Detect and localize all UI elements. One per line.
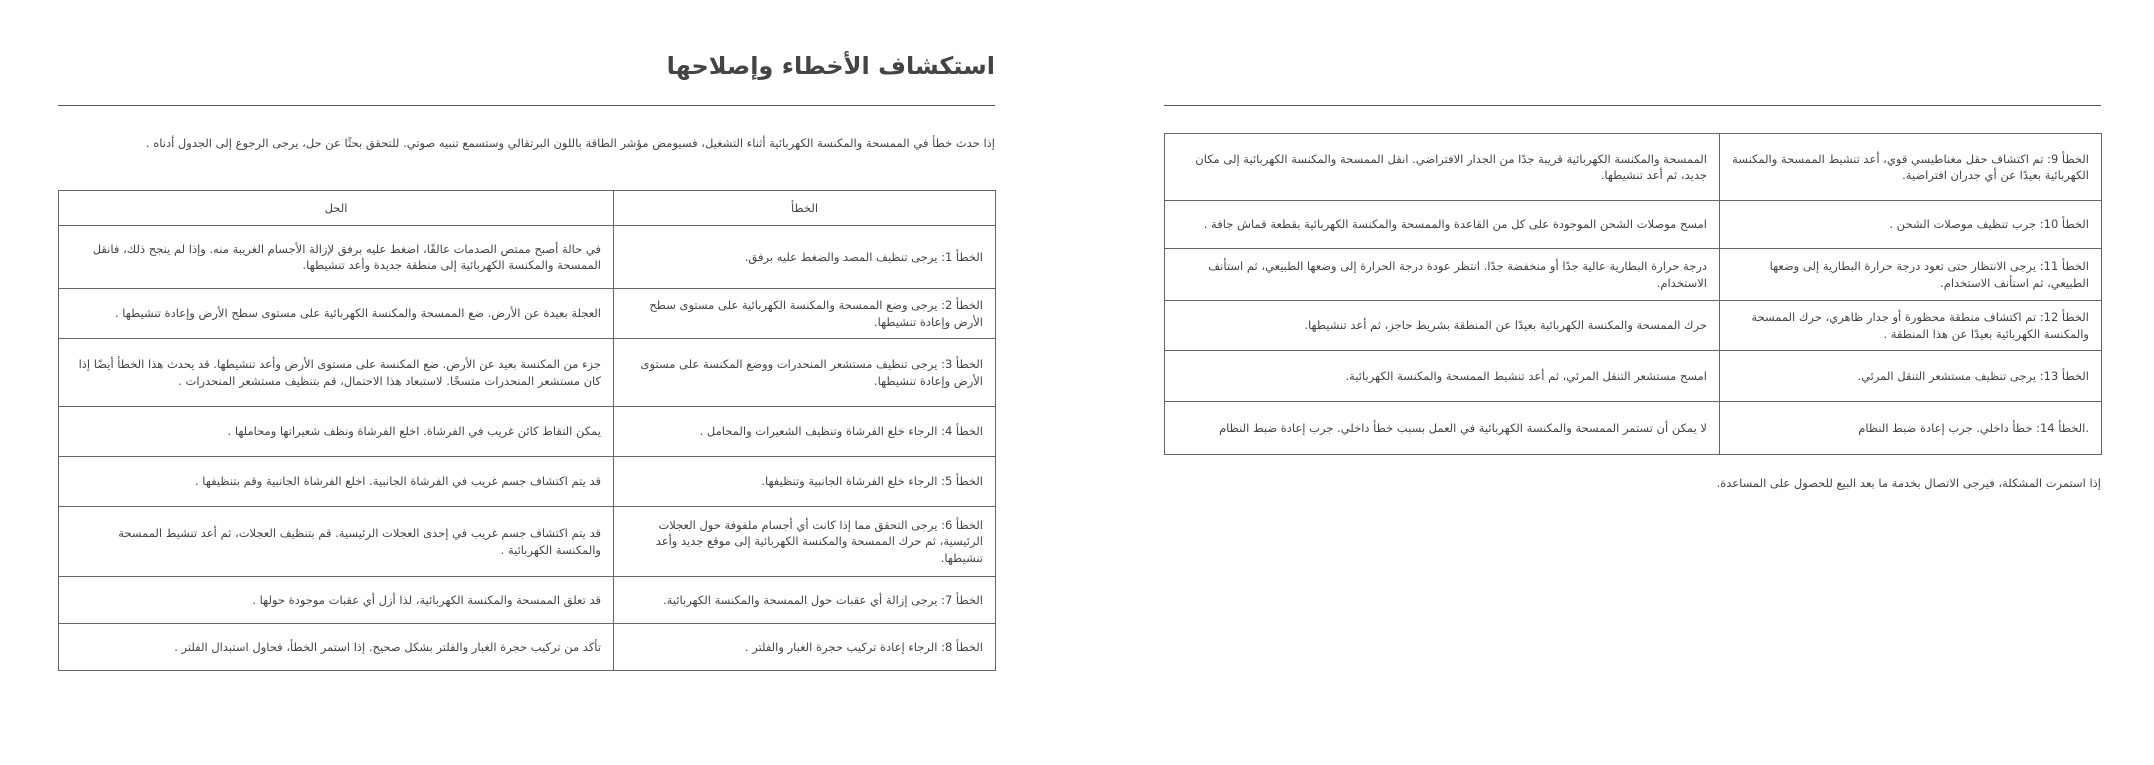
table-row (1165, 402, 2102, 455)
error-cell: الخطأ 13: يرجى تنظيف مستشعر التنقل المرئي. (1720, 351, 2102, 402)
error-table-right (1164, 133, 2102, 455)
solution-cell: قد يتم اكتشاف جسم غريب في الفرشاة الجانبية. اخلع الفرشاة الجانبية وقم بتنظيفها . (59, 457, 614, 507)
error-cell: الخطأ 8: الرجاء إعادة تركيب حجرة الغبار والفلتر . (614, 624, 996, 671)
solution-cell: قد تعلق الممسحة والمكنسة الكهربائية، لذا أزل أي عقبات موجودة حولها . (59, 577, 614, 624)
solution-cell: امسح موصلات الشحن الموجودة على كل من القاعدة والممسحة والمكنسة الكهربائية بقطعة قماش جافة . (1165, 201, 1720, 249)
solution-cell: العجلة بعيدة عن الأرض. ضع الممسحة والمكنسة الكهربائية على مستوى سطح الأرض وإعادة تنشيطها . (59, 289, 614, 339)
error-cell: الخطأ 11: يرجى الانتظار حتى تعود درجة حرارة البطارية إلى وضعها الطبيعي، ثم استأنف الاستخدام. (1720, 249, 2102, 301)
table-row (1165, 201, 2102, 249)
solution-cell: في حالة أصبح ممتص الصدمات عالقًا، اضغط عليه برفق لإزالة الأجسام الغريبة منه. وإذا لم ينجح ذلك، فانقل الممسحة والمكنسة الكهربائية إلى منطقة جديدة وأعد تنشيطها. (59, 226, 614, 289)
table-row (59, 624, 996, 671)
solution-cell: امسح مستشعر التنقل المرئي، ثم أعد تنشيط الممسحة والمكنسة الكهربائية. (1165, 351, 1720, 402)
solution-cell: الممسحة والمكنسة الكهربائية قريبة جدًا من الجدار الافتراضي. انقل الممسحة والمكنسة الكهربائية إلى مكان جديد، ثم أعد تنشيطها. (1165, 134, 1720, 201)
table-row (1165, 351, 2102, 402)
error-cell: الخطأ 6: يرجى التحقق مما إذا كانت أي أجسام ملفوفة حول العجلات الرئيسية، ثم حرك الممسحة والمكنسة الكهربائية إلى موقع جديد وأعد تنشيطها. (614, 507, 996, 577)
error-cell: .الخطأ 14: خطأ داخلي. جرب إعادة ضبط النظام (1720, 402, 2102, 455)
error-cell: الخطأ 1: يرجى تنظيف المصد والضغط عليه برفق. (614, 226, 996, 289)
table-row (1165, 301, 2102, 351)
error-cell: الخطأ 2: يرجى وضع الممسحة والمكنسة الكهربائية على مستوى سطح الأرض وإعادة تنشيطها. (614, 289, 996, 339)
solution-cell: جزء من المكنسة بعيد عن الأرض. ضع المكنسة على مستوى الأرض وأعد تنشيطها. قد يحدث هذا الخطأ أيضًا إذا كان مستشعر المنحدرات متسخًا. لاستبعاد هذا الاحتمال، قم بتنظيف مستشعر المنحدرات . (59, 339, 614, 407)
table-row (59, 457, 996, 507)
table-row (59, 507, 996, 577)
solution-cell: تأكد من تركيب حجرة الغبار والفلتر بشكل صحيح. إذا استمر الخطأ، فحاول استبدال الفلتر . (59, 624, 614, 671)
error-table-left (58, 190, 996, 671)
error-cell: الخطأ 10: جرب تنظيف موصلات الشحن . (1720, 201, 2102, 249)
error-cell: الخطأ 4: الرجاء خلع الفرشاة وتنظيف الشعيرات والمحامل . (614, 407, 996, 457)
table-row (1165, 134, 2102, 201)
header-error: الخطأ (614, 191, 996, 226)
solution-cell: حرك الممسحة والمكنسة الكهربائية بعيدًا عن المنطقة بشريط حاجز، ثم أعد تنشيطها. (1165, 301, 1720, 351)
error-cell: الخطأ 3: يرجى تنظيف مستشعر المنحدرات ووضع المكنسة على مستوى الأرض وإعادة تنشيطها. (614, 339, 996, 407)
title-divider-left (58, 105, 995, 106)
title-divider-right (1164, 105, 2101, 106)
solution-cell: لا يمكن أن تستمر الممسحة والمكنسة الكهربائية في العمل بسبب خطأ داخلي. جرب إعادة ضبط النظام (1165, 402, 1720, 455)
intro-paragraph: إذا حدث خطأ في الممسحة والمكنسة الكهربائية أثناء التشغيل، فسيومض مؤشر الطاقة باللون البرتقالي وستسمع تنبيه صوتي. للتحقق بحثًا عن حل، يرجى الرجوع إلى الجدول أدناه . (145, 136, 995, 150)
table-row (59, 339, 996, 407)
solution-cell: درجة حرارة البطارية عالية جدًا أو منخفضة جدًا. انتظر عودة درجة الحرارة إلى وضعها الطبيعي، ثم استأنف الاستخدام. (1165, 249, 1720, 301)
table-row (59, 407, 996, 457)
error-cell: الخطأ 5: الرجاء خلع الفرشاة الجانبية وتنظيفها. (614, 457, 996, 507)
table-header-row (59, 191, 996, 226)
support-note: إذا استمرت المشكلة، فيرجى الاتصال بخدمة ما بعد البيع للحصول على المساعدة. (1716, 476, 2101, 490)
table-row (59, 289, 996, 339)
error-cell: الخطأ 12: تم اكتشاف منطقة محظورة أو جدار ظاهري، حرك الممسحة والمكنسة الكهربائية بعيدًا عن هذا المنطقة . (1720, 301, 2102, 351)
table-row (1165, 249, 2102, 301)
table-row (59, 226, 996, 289)
solution-cell: قد يتم اكتشاف جسم غريب في إحدى العجلات الرئيسية. قم بتنظيف العجلات، ثم أعد تنشيط الممسحة والمكنسة الكهربائية . (59, 507, 614, 577)
error-cell: الخطأ 7: يرجى إزالة أي عقبات حول الممسحة والمكنسة الكهربائية. (614, 577, 996, 624)
error-cell: الخطأ 9: تم اكتشاف حقل مغناطيسي قوي، أعد تنشيط الممسحة والمكنسة الكهربائية بعيدًا عن أي جدران افتراضية. (1720, 134, 2102, 201)
solution-cell: يمكن التقاط كائن غريب في الفرشاة. اخلع الفرشاة ونظف شعيراتها ومحاملها . (59, 407, 614, 457)
table-row (59, 577, 996, 624)
page-title: استكشاف الأخطاء وإصلاحها (666, 52, 995, 80)
header-solution: الحل (59, 191, 614, 226)
